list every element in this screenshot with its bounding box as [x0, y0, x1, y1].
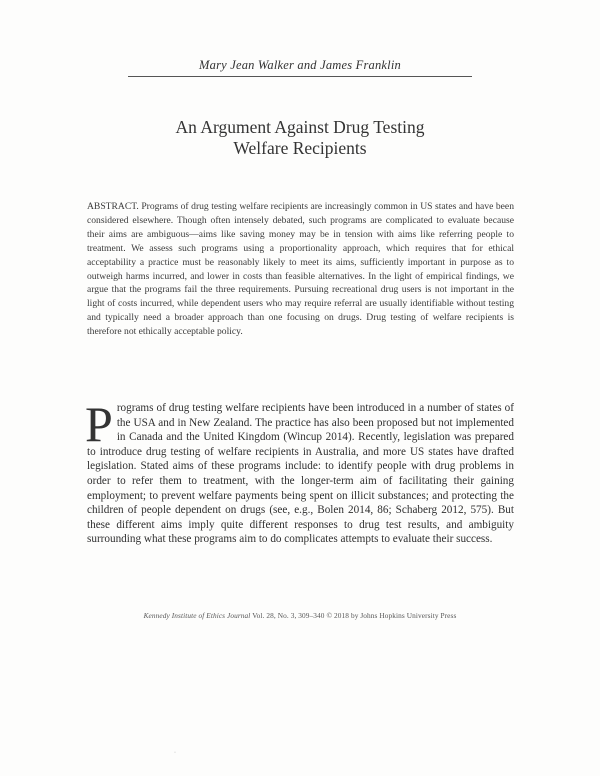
- journal-name: Kennedy Institute of Ethics Journal: [143, 611, 251, 620]
- title-line-1: An Argument Against Drug Testing: [175, 117, 425, 137]
- running-head-authors: Mary Jean Walker and James Franklin: [199, 58, 401, 72]
- title-line-2: Welfare Recipients: [233, 138, 367, 158]
- article-title: [100, 117, 500, 159]
- abstract-paragraph: ABSTRACT. Programs of drug testing welfare recipients are increasingly common in US states and have been considered elsewhere. Though often intensely debated, such programs are complicated to evaluate because their aims are ambiguous—aims like saving money may be in tension with aims like referring people to treatment. We assess such programs using a proportionality approach, which requires that for ethical acceptability a practice must be reasonably likely to meet its aims, sufficiently important in purpose as to outweigh harms incurred, and lower in costs than feasible alternatives. In the light of empirical findings, we argue that the programs fail the three requirements. Pursuing recreational drug users is not important in the light of costs incurred, while dependent users who may require referral are usually identifiable without testing and typically need a broader approach than one focusing on drugs. Drug testing of welfare recipients is therefore not ethically acceptable policy.: [87, 201, 514, 338]
- header-rule: [128, 76, 472, 77]
- journal-footer: [80, 611, 520, 620]
- journal-citation: Vol. 28, No. 3, 309–340 © 2018 by Johns Hopkins University Press: [250, 611, 457, 620]
- body-paragraph-text: rograms of drug testing welfare recipients have been introduced in a number of states of the USA and in New Zealand. The practice has also been proposed but not implemented in Canada and the United Kingdom (Wincup 2014). Recently, legislation was prepared to introduce drug testing of welfare recipients in Australia, and more US states have drafted legislation. Stated aims of these programs include: to identify people with drug problems in order to refer them to treatment, with the longer-term aim of facilitating their gaining employment; to prevent welfare payments being spent on illicit substances; and protecting the children of people dependent on drugs (see, e.g., Bolen 2014, 86; Schaberg 2012, 575). But these different aims imply quite different responses to drug test results, and ambiguity surrounding what these programs aim to do complicates attempts to evaluate their success.: [87, 402, 514, 546]
- scan-speck: ·: [174, 750, 176, 756]
- body-paragraph: [85, 396, 514, 547]
- drop-cap: P: [85, 396, 113, 452]
